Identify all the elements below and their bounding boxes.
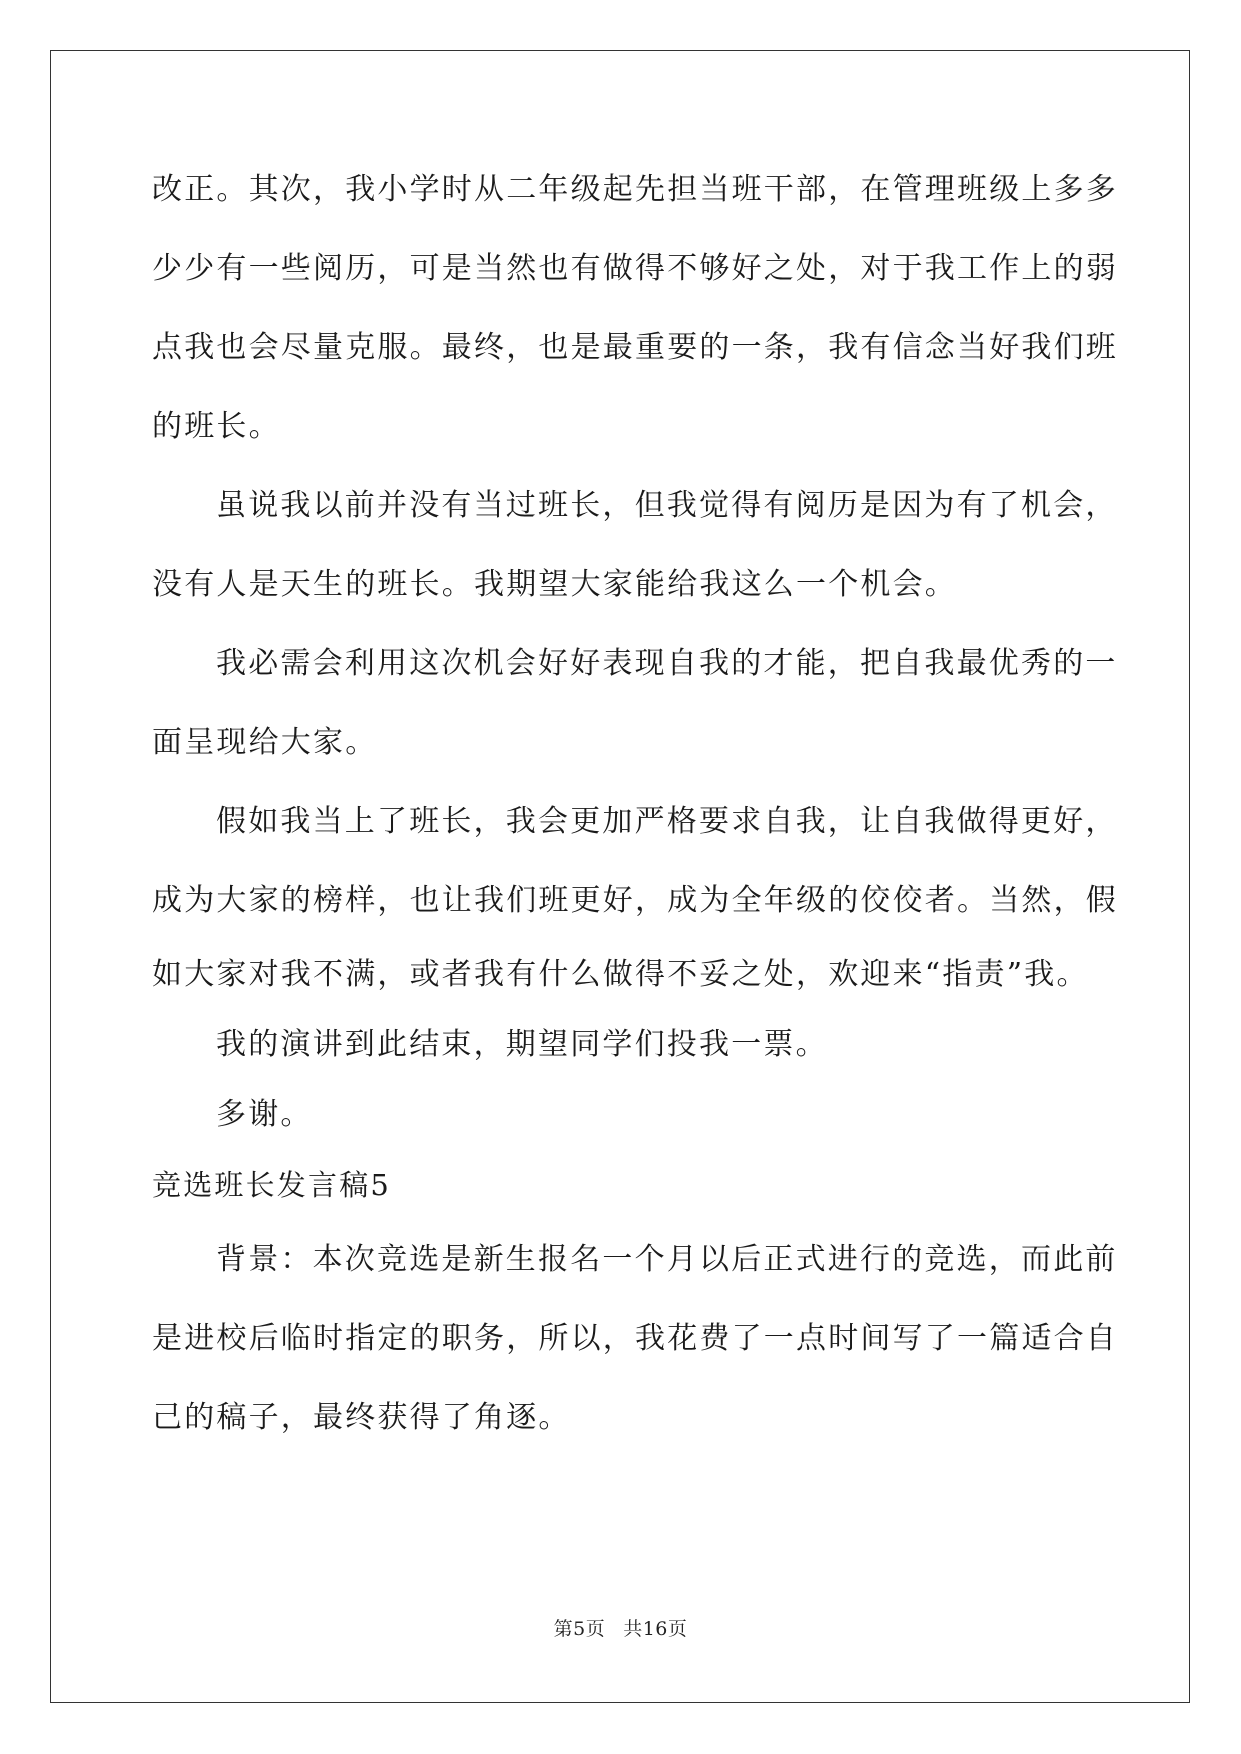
paragraph-start-line: 我必需会利用这次机会好好表现自我的才能，把自我最优秀的一 (216, 646, 1118, 681)
text-line: 成为大家的榜样，也让我们班更好，成为全年级的佼佼者。当然，假 (152, 883, 1118, 918)
text-line: 己的稿子，最终获得了角逐。 (152, 1400, 571, 1435)
paragraph-start-line: 虽说我以前并没有当过班长，但我觉得有阅历是因为有了机会， (216, 488, 1118, 523)
text-line: 点我也会尽量克服。最终，也是最重要的一条，我有信念当好我们班 (152, 330, 1118, 365)
page-number: 第5页 (553, 1618, 606, 1640)
document-body (152, 150, 1118, 1457)
paragraph-start-line: 我的演讲到此结束，期望同学们投我一票。 (216, 1027, 828, 1062)
page-total: 共16页 (623, 1618, 688, 1640)
text-line: 是进校后临时指定的职务，所以，我花费了一点时间写了一篇适合自 (152, 1321, 1118, 1356)
section-heading: 竞选班长发言稿5 (152, 1168, 392, 1202)
paragraph-start-line: 假如我当上了班长，我会更加严格要求自我，让自我做得更好， (216, 804, 1118, 839)
page-footer (0, 1614, 1241, 1641)
text-line: 少少有一些阅历，可是当然也有做得不够好之处，对于我工作上的弱 (152, 251, 1118, 286)
text-line: 面呈现给大家。 (152, 725, 378, 760)
paragraph-start-line: 背景：本次竞选是新生报名一个月以后正式进行的竞选，而此前 (216, 1242, 1118, 1277)
text-line: 如大家对我不满，或者我有什么做得不妥之处，欢迎来“指责”我。 (152, 957, 1089, 992)
paragraph-start-line: 多谢。 (216, 1097, 313, 1132)
text-line: 没有人是天生的班长。我期望大家能给我这么一个机会。 (152, 567, 957, 602)
text-line: 改正。其次，我小学时从二年级起先担当班干部，在管理班级上多多 (152, 172, 1118, 207)
text-line: 的班长。 (152, 409, 281, 444)
